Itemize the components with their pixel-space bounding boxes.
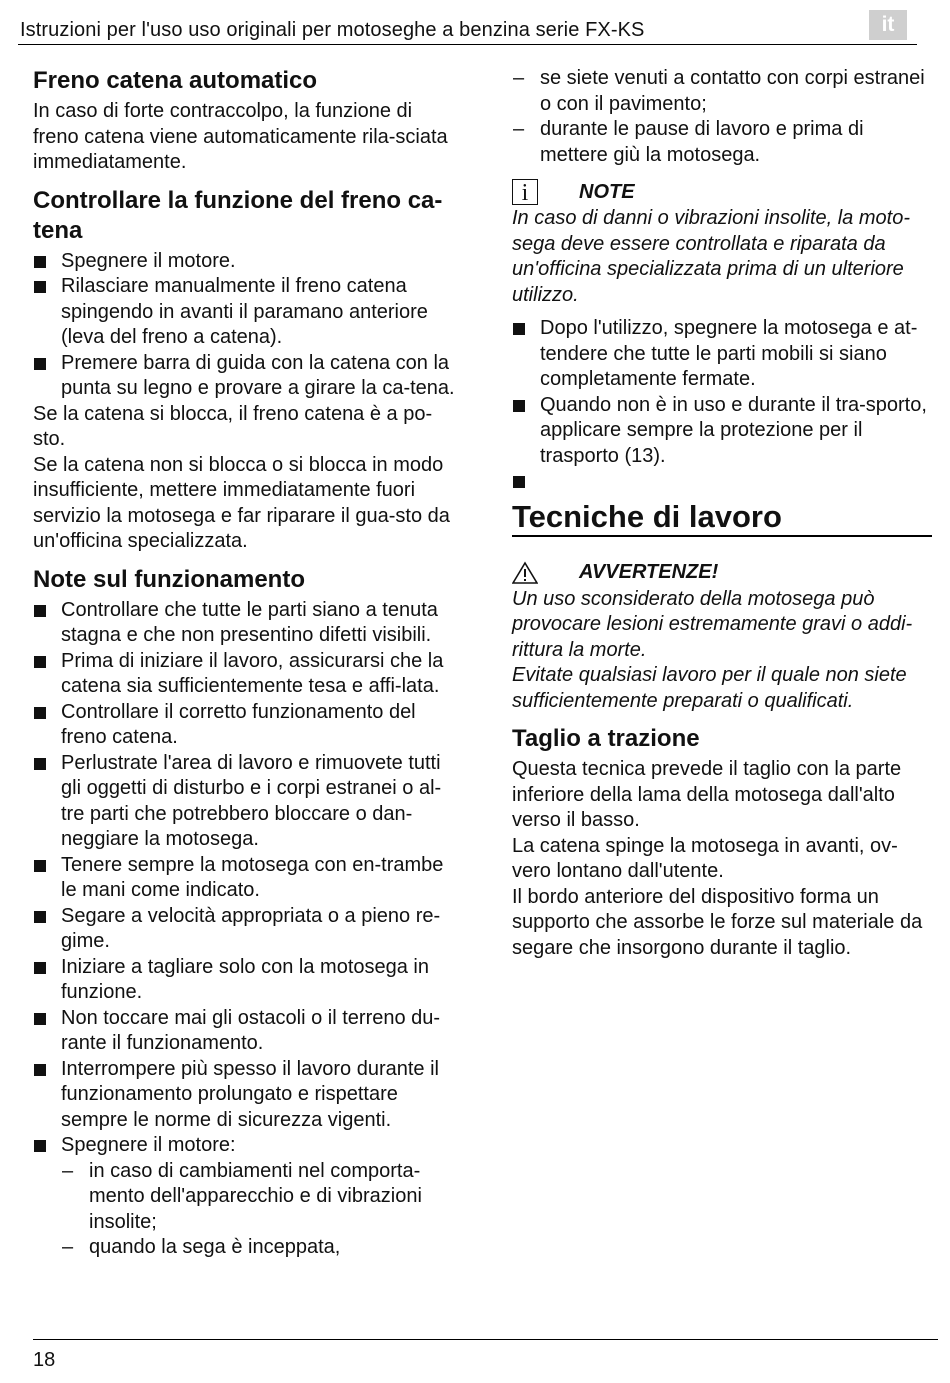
pull-cut-text-3: Il bordo anteriore del dispositivo forma un supporto che assorbe le forze sul materiale da segare che insorgono durante il taglio. (512, 885, 923, 959)
list-item (512, 469, 932, 495)
engine-off-sublist (61, 1159, 463, 1261)
list-item: Perlustrate l'area di lavoro e rimuovete tutti gli oggetti di disturbo e i corpi estranei o al-tre parti che potrebbero bloccare o dan-neggiare la motosega. (33, 751, 463, 853)
warning-text-1: Un uso sconsiderato della motosega può provocare lesioni estremamente gravi o addi-rittura la morte. (512, 587, 913, 661)
sub-list-item: – durante le pause di lavoro e prima di mettere giù la motosega. (512, 117, 932, 168)
note-title: NOTE (579, 180, 635, 203)
warning-triangle-icon (512, 561, 538, 585)
note-text: In caso di danni o vibrazioni insolite, la moto-sega deve essere controllata e riparata da un'officina specializzata prima di un ulteriore utilizzo. (512, 207, 910, 306)
list-item: Dopo l'utilizzo, spegnere la motosega e at-tendere che tutte le parti mobili si siano completamente fermate. (512, 316, 932, 393)
sub-list-item: – quando la sega è inceppata, (61, 1235, 463, 1261)
warning-title: AVVERTENZE! (579, 561, 719, 583)
section-title-check-brake: Controllare la funzione del freno ca-tena (33, 186, 443, 244)
list-item: Non toccare mai gli ostacoli o il terreno du-rante il funzionamento. (33, 1006, 463, 1057)
check-brake-result-fail: Se la catena non si blocca o si blocca in modo insufficiente, mettere immediatamente fuori servizio la motosega e far riparare il gua-sto da un'officina specializzata. (33, 453, 450, 552)
check-brake-result-ok: Se la catena si blocca, il freno catena è a po-sto. (33, 402, 433, 450)
list-item: Prima di iniziare il lavoro, assicurarsi che la catena sia sufficientemente tesa e affi-lata. (33, 649, 463, 700)
sub-list-item: – in caso di cambiamenti nel comporta-mento dell'apparecchio e di vibrazioni insolite; (61, 1159, 463, 1236)
list-item: Tenere sempre la motosega con en-trambe le mani come indicato. (33, 853, 463, 904)
info-icon: i (512, 179, 538, 205)
section-title-pull-cut: Taglio a trazione (512, 725, 700, 752)
warning-header (512, 559, 932, 587)
list-item: Segare a velocità appropriata o a pieno re-gime. (33, 904, 463, 955)
list-item: Controllare che tutte le parti siano a tenuta stagna e che non presentino difetti visibili. (33, 598, 463, 649)
list-item: Premere barra di guida con la catena con la punta su legno e provare a girare la ca-tena. (33, 351, 463, 402)
language-badge: it (869, 10, 907, 40)
list-item: Interrompere più spesso il lavoro durante il funzionamento prolungato e rispettare sempre le norme di sicurezza vigenti. (33, 1057, 463, 1134)
check-brake-list (33, 249, 463, 402)
engine-off-sublist-continued (512, 66, 932, 168)
list-item: Spegnere il motore. (33, 249, 463, 275)
note-header (512, 178, 932, 206)
operation-notes-list (33, 598, 463, 1261)
chapter-title-working-techniques: Tecniche di lavoro (512, 499, 932, 537)
warning-text-2: Evitate qualsiasi lavoro per il quale non siete sufficientemente preparati o qualificati. (512, 664, 907, 712)
pull-cut-text-1: Questa tecnica prevede il taglio con la parte inferiore della lama della motosega dall'alto verso il basso. (512, 758, 902, 831)
list-item: Controllare il corretto funzionamento del freno catena. (33, 700, 463, 751)
header-title: Istruzioni per l'uso uso originali per motoseghe a benzina serie FX-KS (20, 19, 645, 41)
after-use-list (512, 316, 932, 495)
section-title-operation-notes: Note sul funzionamento (33, 565, 305, 593)
page-number: 18 (33, 1349, 56, 1371)
page-header (18, 14, 917, 45)
list-item: Quando non è in uso e durante il tra-sporto, applicare sempre la protezione per il trasporto (13). (512, 393, 932, 470)
footer-divider (33, 1339, 938, 1340)
sub-list-item: – se siete venuti a contatto con corpi estranei o con il pavimento; (512, 66, 932, 117)
list-item (33, 1133, 463, 1261)
list-item-text: Spegnere il motore: (61, 1134, 236, 1156)
left-column (33, 66, 463, 1261)
chain-brake-text: In caso di forte contraccolpo, la funzione di freno catena viene automaticamente rila-sciata immediatamente. (33, 100, 448, 173)
right-column (512, 66, 932, 961)
pull-cut-text-2: La catena spinge la motosega in avanti, ov-vero lontano dall'utente. (512, 834, 898, 882)
section-title-chain-brake: Freno catena automatico (33, 67, 318, 94)
list-item: Iniziare a tagliare solo con la motosega in funzione. (33, 955, 463, 1006)
list-item: Rilasciare manualmente il freno catena spingendo in avanti il paramano anteriore (leva del freno a catena). (33, 274, 463, 351)
